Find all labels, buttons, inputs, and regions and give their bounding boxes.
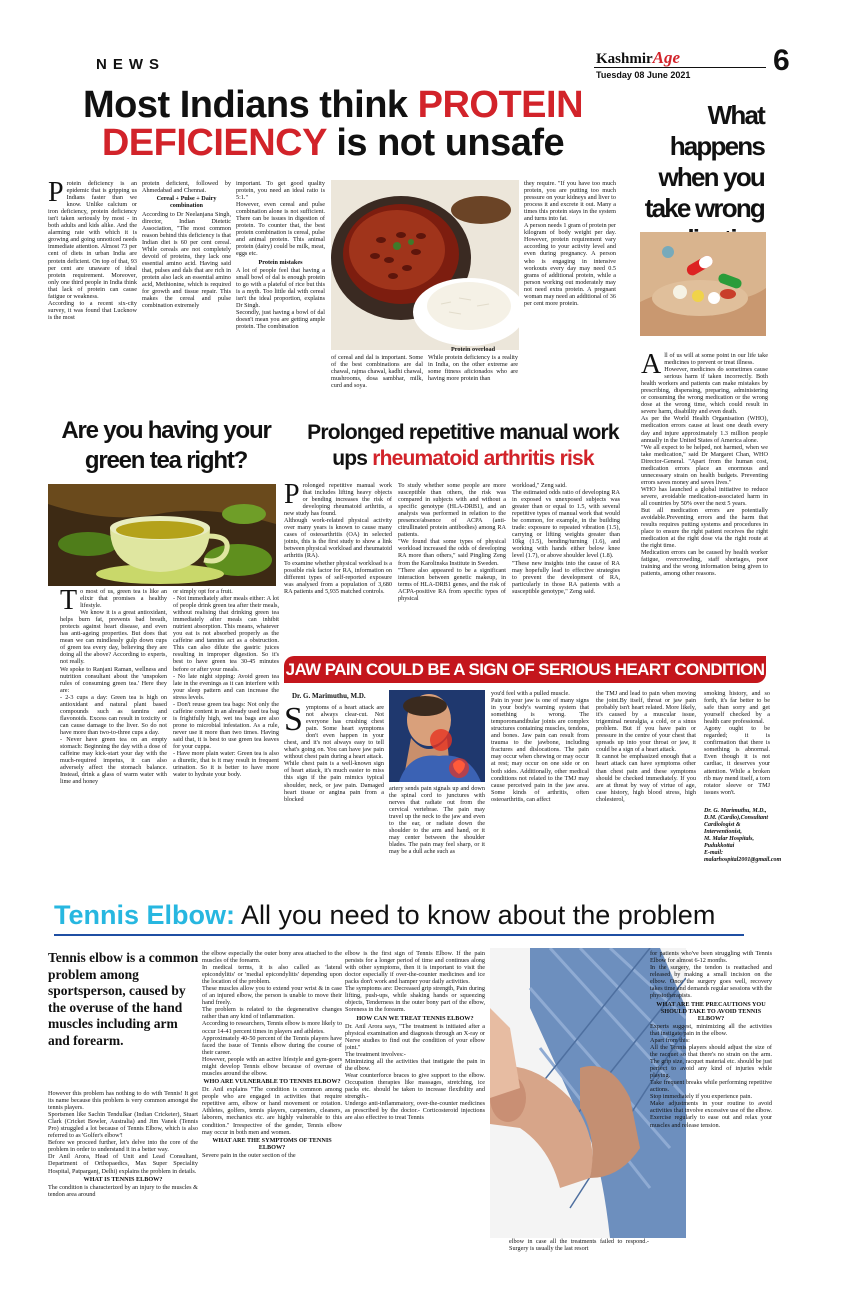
dal-rice-illustration bbox=[331, 180, 519, 350]
jaw-col-4 bbox=[596, 690, 696, 874]
jaw-banner-title: JAW PAIN COULD BE A SIGN OF SERIOUS HEART CONDITION bbox=[285, 659, 765, 679]
subhead: WHAT ARE THE PRECAUTIONS YOU SHOULD TAKE TO AVOID TENNIS ELBOW? bbox=[656, 1000, 766, 1022]
text: While protein deficiency is a reality in India, on the other extreme are some fitness aficionados who are having more protein than bbox=[428, 354, 518, 383]
subhead: Protein mistakes bbox=[258, 258, 303, 266]
text: or simply opt for a fruit. - Not immediately after meals either: A lot of people drink green tea after their meals, without realising that drinking green tea immediately after meals can inhibit nutrient absorption. This means, whatever you eat is not absorbed properly as the caffeine and tannins act as a obstruction. This can also dilute the gastric juices resulting in improper digestion. So it's best to have green tea 30-45 minutes before or after your meals. - No late night sipping: Avoid green tea late in the evenings as it can interfere with your sleep pattern and can increase the stress levels. - Don't reuse green tea bags: Not only the caffeine content in an already used tea bag is frightfully high, wet tea bags are also prone to microbial infestation. As a rule, never use it more than two times. Having said that, it is best to use green tea leaves for your cuppa. - Have more plain water: Green tea is also a diuretic, that is it may result in frequent urination. So it is better to have more water to hydrate your body. bbox=[173, 588, 279, 779]
masthead bbox=[596, 48, 680, 68]
green-tea-illustration bbox=[48, 484, 276, 586]
jaw-pain-photo bbox=[389, 690, 485, 782]
headline-part-a: Most Indians think bbox=[82, 84, 418, 126]
jaw-banner bbox=[284, 656, 766, 683]
subhead: WHAT ARE THE SYMPTOMS OF TENNIS ELBOW? bbox=[212, 1136, 332, 1151]
jaw-byline: Dr. G. Marimuthu, M.D. bbox=[292, 692, 366, 700]
arthritis-title bbox=[290, 420, 636, 472]
sig-line: Dr. G. Marimuthu, M.D., bbox=[704, 808, 767, 814]
text: important. To get good quality protein, you need an ideal ratio is 5:1." However, even cereal and pulse combination alone is not sufficient. There can be issues in digestion of protein. To counter that, the best protein combination is cereal, pulse and animal protein. This animal protein (dairy) could be milk, meat, eggs etc. bbox=[236, 180, 325, 258]
text: Dr. Anil Arora says, "The treatment is initiated after a physical examination and diagnosis through an X-ray or Nerve studies to find out the condition of your elbow joint." The treatment involves:- Minimizing all the activities that instigate the pain in the elbow. Wear counterforce braces to give support to the elbow. Occupation therapies like massages, stretching, ice packs etc. should be taken to increase flexibility and strength.- Undergo anti-inflammatory, over-the-counter medicines as prescribed by the doctor.- Corticosteroid injections are also effective to treat Tennis bbox=[345, 1022, 485, 1122]
text: o most of us, green tea is like an elixir that promises a healthy lifestyle. We know it is a great antioxidant, helps burn fat, prevents bad breath, protects against heart disease, and even has anti-ageing properties. But does that mean we can mindlessly gulp down cups of green tea every day, believing they are doing all the above? According to experts, not really. We spoke to Ranjani Raman, wellness and nutrition consultant about the 'unspoken rules of consuming green tea.' Here they are: - 2-3 cups a day: Green tea is high on antioxidant and natural plant based compounds such as tannins and flavonoids. Excess can result in toxicity or can cause damage to the liver. So do not have more than two-to-three cups a day. - Never have green tea on an empty stomach: Beginning the day with a dose of caffeine may kick-start your day with the much-required impetus, it can also adversely affect the stomach balance. Instead, drink a glass of warm water with lime and honey bbox=[60, 588, 167, 786]
protein-col-5 bbox=[428, 346, 518, 394]
text: smoking history, and so forth, it's far better to be safe than sorry and get yourself checked by a health care professional. Agony ought to be regarded; it is confirmation that there is something is abnormal. Even though it is not cardiac, it deserves your attention. While a broken rib may mend itself, a torn rotator sleeve or TMJ issues won't. bbox=[704, 690, 770, 796]
jaw-signature bbox=[704, 808, 782, 864]
page-number: 6 bbox=[773, 44, 790, 77]
jaw-col-1 bbox=[284, 704, 384, 874]
text: However this problem has nothing to do with Tennis! It got its name because this problem is very common amongst the tennis players. Sportsmen like Sachin Tendulkar (Indian Cricketer), Stuart Clark (Cricket Bowler, Australia) and Jim Vanek (Tennis Pro) struggled a lot because of Tennis Elbow, which is also referred to as 'Golfer's elbow'! Before we proceed further, let's delve into the core of the problem in order to understand it in a better way. Dr Anil Arora, Head of Unit and Lead Consultant, Department of Orthopaedics, Max Super Speciality Hospital, Patparganj, Delhi) explains the problem in details. bbox=[48, 1090, 198, 1175]
text: they require. "If you have too much protein, you are putting too much pressure on your kidneys and liver to process it and excrete it out. Many a times this protein stays in the system and turns into fat. A person needs 1 gram of protein per kilogram of body weight per day. However, protein requirement vary according to your activity level and even during pregnancy. A person who is engaging in intensive workouts every day may need 0.5 grams of additional protein, while a person working out moderately may not need extra protein. A pregnant woman may need an additional of 36 per cent more protein. bbox=[524, 180, 616, 307]
subhead: Cereal + Pulse + Dairy combination bbox=[156, 195, 217, 210]
text: of cereal and dal is important. Some of the best combinations are dal chawal, rajma chawal, kadhi chawal, mushrooms, dosa sambhar, milk, curd and soya. bbox=[331, 354, 423, 390]
text: According to Dr Neelanjana Singh, director, Indian Dietetic Association, "The most common reason behind this deficiency is that Indian diet is 60 per cent cereal. While cereals are not completely devoid of proteins, they lack one essential amino acid. Having said that, pulses and dals that are rich in protein also lack an essential amino acid, Methionine, which is required for growth and tissue repair. This makes the cereal and pulse combination extremely bbox=[142, 210, 231, 310]
headline-tennis: Tennis Elbow: bbox=[54, 900, 235, 930]
masthead-age: Age bbox=[652, 48, 681, 67]
medication-body bbox=[641, 352, 768, 642]
protein-headline bbox=[48, 86, 618, 162]
greentea-title bbox=[48, 416, 284, 476]
sig-line: Cardiologist & Interventionist, bbox=[704, 822, 742, 835]
protein-col-4 bbox=[331, 354, 423, 394]
text: ll of us will at some point in our life take medicines to prevent or treat illness. However, medicines do sometimes cause serious harm if taken incorrectly. Both health workers and patients can make mistakes by prescribing, dispensing, preparing, administering or consuming the wrong medication or the wrong dose at the wrong time, which could result in severe harm, disability and even death. As per the World Health Organisation (WHO), medication errors cause at least one death every day and injure approximately 1.3 million people annually in the United States of America alone. "We all expect to be helped, not harmed, when we take medication," said Dr Margaret Chan, WHO Director-General. "Apart from the human cost, medication errors place an enormous and unnecessary strain on health budgets. Preventing errors saves money and saves lives." WHO has launched a global initiative to reduce severe, avoidable medication-associated harm in all countries by 50% over the next 5 years. But all medication errors are potentially avoidable.Preventing errors and the harm that results requires putting systems and procedures in place to ensure the right patient receives the right medication at the right dose via the right route at the right time. Medication errors can be caused by health worker fatigue, overcrowding, staff shortages, poor training and the wrong information being given to patients, among other reasons. bbox=[641, 352, 768, 578]
drop-cap: P bbox=[48, 180, 64, 208]
masthead-kashmir: Kashmir bbox=[596, 51, 653, 67]
subhead: Protein overload bbox=[450, 346, 496, 353]
text: Experts suggest, minimizing all the activities that instigate pain in the elbow. Apart from this: All the Tennis players should adjust the size of the racquet so that there's no strain on the arm. The grip size, racquet material etc. should be just perfect to avoid any kind of injuries while playing. Take frequent breaks while performing repetitive actions. Stop immediately if you experience pain. Make adjustments in your routine to avoid activities that involve excessive use of the elbow. Exercise regularly to ease out and relax your muscles and release tension. bbox=[650, 1022, 772, 1129]
greentea-col-1 bbox=[60, 588, 167, 888]
sig-line: malarhospital2001@gmail.com bbox=[704, 857, 782, 863]
arthritis-col-2 bbox=[398, 482, 506, 632]
protein-col-6 bbox=[524, 180, 616, 394]
sig-line: M. Malar Hospitals, bbox=[704, 836, 755, 842]
jaw-pain-illustration bbox=[389, 690, 485, 782]
title-ups: ups bbox=[332, 447, 373, 470]
title-line-1: Prolonged repetitive manual work bbox=[307, 421, 619, 444]
subhead: WHO ARE VULNERABLE TO TENNIS ELBOW? bbox=[203, 1078, 341, 1086]
drop-cap: T bbox=[60, 588, 78, 616]
jaw-col-3 bbox=[491, 690, 589, 874]
title-line: when you bbox=[658, 162, 764, 192]
tennis-col-4 bbox=[509, 1238, 649, 1258]
tennis-col-2 bbox=[202, 950, 342, 1250]
text: ymptoms of a heart attack are not always clear-cut. Not everyone has crushing chest pain. Some heart symptoms don't even happen in your chest, and it's not always easy to tell what's going on. You can have jaw pain without chest pain during a heart attack. While chest pain is a well-known sign of heart attack, it's much easier to miss this sign if the pain mimics typical shoulder, neck, or jaw pain. Damaged heart tissue or angina pain from a blocked bbox=[284, 704, 384, 803]
headline-deficiency: DEFICIENCY bbox=[101, 122, 327, 164]
text: Severe pain in the outer section of the bbox=[202, 1152, 296, 1160]
protein-col-1 bbox=[48, 180, 137, 372]
tennis-col-5 bbox=[650, 950, 772, 1260]
protein-col-3 bbox=[236, 180, 325, 372]
text: The condition is characterized by an injury to the muscles & tendon area around bbox=[48, 1183, 198, 1199]
title-line: What happens bbox=[669, 100, 764, 161]
greentea-col-2 bbox=[173, 588, 279, 888]
pills-illustration bbox=[640, 232, 766, 336]
text: protein deficient, followed by Ahmedabad and Chennai. bbox=[142, 180, 231, 195]
text: elbow in case all the treatments failed to respond.- Surgery is usually the last resort bbox=[509, 1238, 649, 1253]
jaw-col-2 bbox=[389, 785, 485, 874]
tennis-col-1 bbox=[48, 1090, 198, 1250]
text: rotein deficiency is an epidemic that is gripping us Indians faster than we know. Unlike calcium or iron deficiency, protein deficiency isn't taken seriously by most - in both adults and kids alike. And the alarming rate with which it is growing and going unnoticed needs immediate attention. Almost 73 per cent of diets in urban India are protein deficient. On top of that, 93 per cent are unaware of ideal protein requirement. Moreover, only one third people in India think that lack of protein can cause fatigue or weakness. According to a recent six-city survey, it was found that Lucknow is the most bbox=[48, 180, 137, 321]
title-line: Are you having your bbox=[61, 417, 271, 444]
protein-col-2 bbox=[142, 180, 231, 372]
title-line: green tea right? bbox=[84, 447, 248, 474]
tennis-headline bbox=[54, 900, 715, 931]
text: the elbow especially the outer bony area attached to the muscles of the forearm. In medical terms, it is also called as 'lateral epicondylitis' or 'medial epicondylitis' depending upon the location of the problem. These muscles allow you to extend your wrist & in case of an injured elbow, the person is unable to move their hand freely. The problem is related to the degenerative changes rather than any kind of inflammation. According to researchers, Tennis elbow is more likely to occur 14-41 percent times in players and athletes. Approximately 40-50 percent of the Tennis players have faced the issue of Tennis elbow during the course of their career. However, people with an active lifestyle and gym-goers might develop Tennis elbow because of overuse of muscles around the elbow. bbox=[202, 950, 342, 1077]
tennis-rule bbox=[54, 934, 744, 936]
title-risk: rheumatoid arthritis risk bbox=[372, 447, 594, 470]
drop-cap: S bbox=[284, 704, 303, 738]
text: A lot of people feel that having a small bowl of dal is enough protein to go with a plateful of rice but this is a myth. Too little dal with cereal isn't the ideal proportion, explains Dr Singh. Secondly, just having a bowl of dal doesn't mean you are getting ample protein. The combination bbox=[236, 266, 325, 331]
headline-part-e: is not unsafe bbox=[326, 122, 565, 164]
text: workload," Zeng said. The estimated odds ratio of developing RA in exposed vs unexposed subjects was greater than or equal to 1.5, with several repetitive types of manual work that would be common, for example, in the building trade: exposure to repeated vibration (1.5), carrying or lifting weights greater than 10kg (1.5), bending/turning (1.6), and working with hands either below knee level (1.7), or above shoulder level (1.8). "These new insights into the cause of RA may hopefully lead to effective strategies to prevent the development of RA, particularly in those RA patients with a susceptible genotype," Zeng said. bbox=[512, 482, 620, 595]
jaw-col-5 bbox=[704, 690, 770, 808]
section-label: NEWS bbox=[96, 56, 165, 73]
tennis-lead: Tennis elbow is a common problem among sportsperson, caused by the overuse of the hand muscles including arm and forearm. bbox=[48, 950, 199, 1048]
text: To study whether some people are more susceptible than others, the risk was compared in subjects with and without a specific genotype (HLA-DRB1), and an analysis was performed in relation to the presence/absence of ACPA (anti-citrullinated protein antibodies) among RA patients. "We found that some types of physical workload increased the odds of developing RA more than others," said Pingling Zeng from the Karolinska Institute in Sweden. "There also appeared to be a significant interaction between genetic makeup, in terms of HLA-DRB1 genes, and the risk of ACPA-positive RA from specific types of physical bbox=[398, 482, 506, 602]
drop-cap: P bbox=[284, 482, 300, 510]
text: rolonged repetitive manual work that includes lifting heavy objects or bending increases the risk of developing rheumatoid arthritis, a new study has found. Although work-related physical activity over many years is known to cause many cases of osteoarthritis (OA) in selected joints, this is the first study to show a link between physical workload and rheumatoid arthritis (RA). To examine whether physical workload is a possible risk factor for RA, information on different types of self-reported exposure was analysed from a population of 3,680 RA patients and 5,935 matched controls. bbox=[284, 482, 392, 595]
issue-date: Tuesday 08 June 2021 bbox=[596, 70, 691, 80]
subhead: HOW CAN WE TREAT TENNIS ELBOW? bbox=[356, 1014, 474, 1022]
subhead: WHAT IS TENNIS ELBOW? bbox=[83, 1175, 163, 1183]
text: for patients who've been struggling with Tennis Elbow for almost 6-12 months. In the surgery, the tendon is reattached and released by making a small incision on the elbow. Once the surgery goes well, recovery takes time and demands regular sessions with the physiotherapists. bbox=[650, 950, 772, 1000]
text: artery sends pain signals up and down the spinal cord to junctures with nerves that radiate out from the cervical vertebrae. The pain may travel up the neck to the jaw and even to the ear, or radiate down the shoulder to the arm and hand, or it may center between the shoulder blades. The pain may feel sharp, or it may be a dull ache such as bbox=[389, 785, 485, 856]
pills-photo bbox=[640, 232, 766, 336]
headline-rest: All you need to know about the problem bbox=[235, 900, 716, 930]
green-tea-photo bbox=[48, 484, 276, 586]
sig-line: D.M. (Cardio),Consultant bbox=[704, 815, 769, 821]
headline-protein: PROTEIN bbox=[417, 84, 584, 126]
masthead-rule bbox=[594, 67, 766, 68]
text: the TMJ and lead to pain when moving the joint.By itself, throat or jaw pain probably isn't heart related. More likely, it's caused by a muscular issue, trigeminal neuralgia, a cold, or a sinus problem. But if you have pain or pressure in the centre of your chest that spreads up into your throat or jaw, it could be a sign of a heart attack. It cannot be emphasized enough that a heart attack can have symptoms other than chest pain and these symptoms should be checked immediately. If you are at threat by way of virtue of age, case history, high blood stress, high cholesterol, bbox=[596, 690, 696, 803]
tennis-col-3 bbox=[345, 950, 485, 1250]
title-line: take wrong bbox=[644, 193, 764, 223]
title-line-2 bbox=[290, 446, 636, 472]
dal-rice-photo bbox=[331, 180, 519, 350]
arthritis-col-3 bbox=[512, 482, 620, 632]
arthritis-col-1 bbox=[284, 482, 392, 632]
text: you'd feel with a pulled muscle. Pain in your jaw is one of many signs in your body's warning system that something is wrong. The temporomandibular joints are complex structures containing muscles, tendons, and bones. Jaw pain can result from trauma to the jawbone, including fractures and dislocations. The pain may occur when chewing or may occur at rest; may occur on one side or on both sides. Additionally, other medical conditions not related to the TMJ may cause perceived pain in the jaw area. Some kinds of arthritis, often osteoarthritis, can affect bbox=[491, 690, 589, 803]
text: Dr. Anil explains "The condition is common among people who are engaged in activities that require repetitive arm, elbow or hand movement or rotation. Athletes, golfers, tennis players, carpenters, cleaners, laborers, mechanics etc. are highly vulnerable to this condition." Irrespective of the gender, Tennis elbow may occur in both men and women. bbox=[202, 1086, 342, 1136]
text: elbow is the first sign of Tennis Elbow. If the pain persists for a longer period of time and continues along with other symptoms, then it is important to visit the doctor especially if over-the-counter medicines and ice packs don't work and hamper your daily activities. The symptoms are: Decreased grip strength, Pain during lifting, push-ups, while shaking hands or squeezing objects, Tenderness in the outer bony part of the elbow, Soreness in the forearm. bbox=[345, 950, 485, 1014]
sig-line: Pudukkottai bbox=[704, 843, 735, 849]
drop-cap: A bbox=[641, 352, 662, 380]
sig-line: E-mail: bbox=[704, 850, 723, 856]
